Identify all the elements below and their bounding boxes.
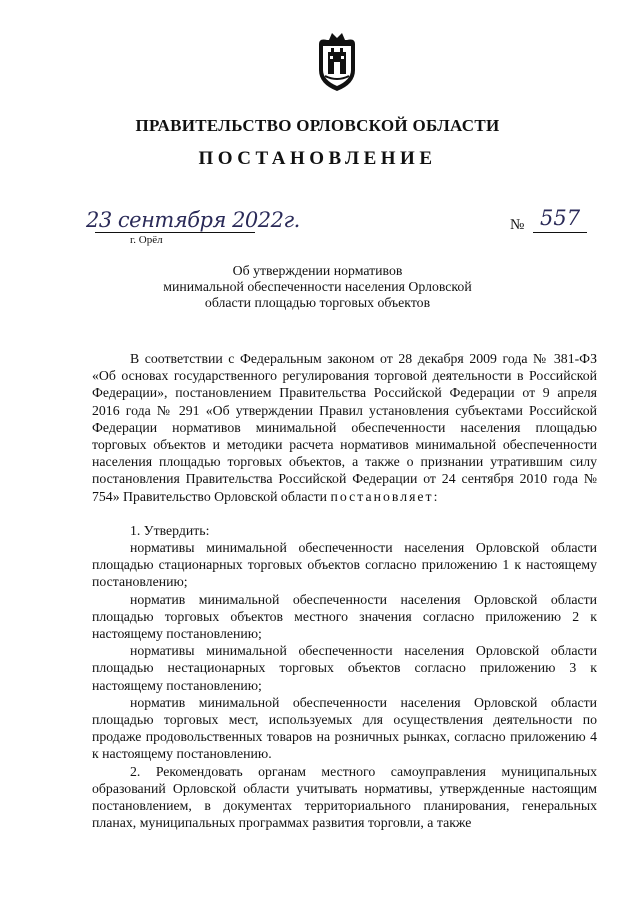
clause-paragraph: нормативы минимальной обеспеченности населения Орловской области площадью стационарных торговых объектов согласно приложению 1 к настоящему постановлению; [92, 540, 597, 590]
document-city: г. Орёл [130, 234, 163, 246]
clause-paragraph: 1. Утвердить: [130, 522, 210, 538]
document-date: 23 сентября 2022г. [86, 208, 300, 232]
preamble-text: В соответствии с Федеральным законом от 28 декабря 2009 года № 381-ФЗ «Об основах государственного регулирования торговой деятельности в Российской Федерации», постановлением Правительства Российской Федерации от 9 апреля 2016 года № 291 «Об утверждении Правил установления субъектами Российской Федерации нормативов минимальной обеспеченности населения площадью торговых объектов и методики расчета нормативов минимальной обеспеченности населения площадью торговых объектов, а также о признании утратившим силу постановления Правительства Российской Федерации от 24 сентября 2010 года № 754» Правительство Орловской области [92, 351, 597, 504]
clause-paragraph: нормативы минимальной обеспеченности населения Орловской области площадью нестационарных торговых объектов согласно приложению 3 к настоящему постановлению; [92, 643, 597, 693]
number-sign: № [510, 217, 525, 233]
document-body [92, 350, 597, 831]
clause-paragraph: норматив минимальной обеспеченности населения Орловской области площадью торговых мест, используемых для осуществления деятельности по продаже продовольственных товаров на розничных рынках, согласно приложению 4 к настоящему постановлению. [92, 694, 597, 762]
resolves-word: постановляет: [330, 488, 440, 504]
clause-paragraph: 2. Рекомендовать органам местного самоуправления муниципальных образований Орловской области учитывать нормативы, утвержденные настоящим постановлением, в документах территориального планирования, генеральных планах, муниципальных программах развития торговли, а также [92, 763, 597, 831]
date-underline [95, 232, 255, 233]
coat-of-arms-icon [315, 30, 359, 92]
document-type: ПОСТАНОВЛЕНИЕ [198, 148, 437, 169]
number-underline [533, 232, 587, 233]
subject-line: области площадью торговых объектов [204, 295, 431, 310]
document-number: 557 [540, 206, 581, 230]
clause-paragraph: норматив минимальной обеспеченности населения Орловской области площадью торговых объектов местного значения согласно приложению 2 к настоящему постановлению; [92, 591, 597, 642]
subject-line: Об утверждении нормативов [232, 263, 403, 278]
organization-name: ПРАВИТЕЛЬСТВО ОРЛОВСКОЙ ОБЛАСТИ [135, 116, 500, 135]
document-subject [0, 263, 635, 311]
subject-line: минимальной обеспеченности населения Орловской [163, 279, 472, 294]
preamble-paragraph [92, 350, 597, 505]
